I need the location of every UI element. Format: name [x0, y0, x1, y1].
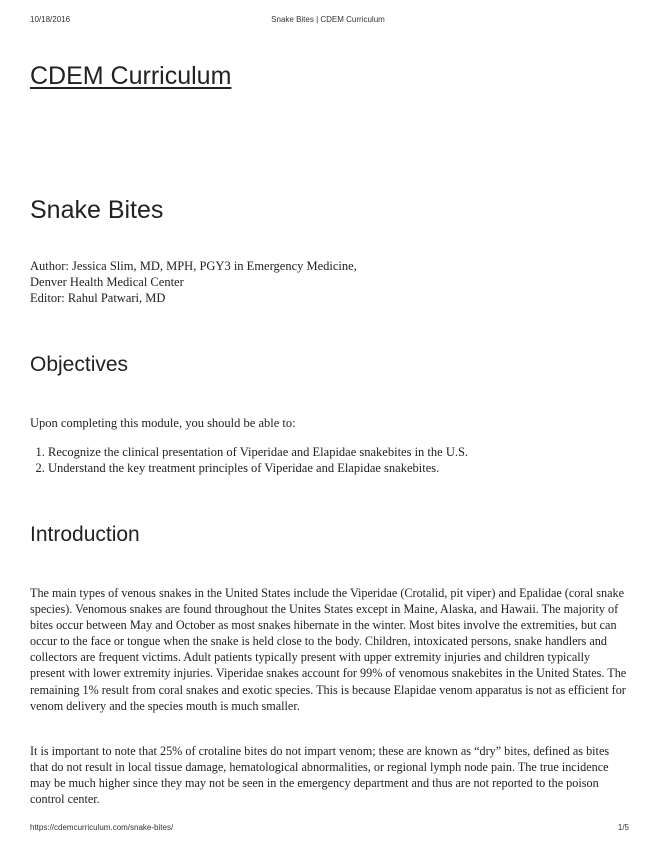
article-title: Snake Bites — [30, 196, 164, 224]
objective-item: 2. Understand the key treatment principles of Viperidae and Elapidae snakebites. — [48, 460, 468, 476]
objectives-heading: Objectives — [30, 353, 129, 376]
print-page-number: 1/5 — [617, 823, 629, 832]
author-affiliation: Denver Health Medical Center — [30, 275, 184, 289]
site-title-link[interactable]: CDEM Curriculum — [30, 62, 232, 90]
introduction-paragraph: The main types of venous snakes in the United States include the Viperidae (Crotalid, pit viper) and Epalidae (coral snake species). Venomous snakes are found throughout the Unites States except in Maine, Alaska, and Hawaii. The majority of bites occur between May and October as most snakes hibernate in the winter. Most bites involve the extremities, but can occur to the face or tongue when the snake is held close to the body. Children, intoxicated persons, snake handlers and collectors are frequent victims. Adult patients typically present with upper extremity injuries and children typically present with lower extremity injuries. Viperidae snakes account for 99% of venomous snakebites in the United States. The remaining 1% result from coral snakes and exotic species. This is because Elapidae venom apparatus is not as efficient for venom delivery and the species mouth is much smaller. — [30, 586, 627, 713]
print-date: 10/18/2016 — [30, 15, 71, 24]
objectives-intro: Upon completing this module, you should be able to: — [30, 416, 296, 430]
objectives-list — [30, 444, 468, 476]
author-block — [30, 258, 357, 306]
print-url: https://cdemcurriculum.com/snake-bites/ — [30, 823, 174, 832]
objective-item: 1. Recognize the clinical presentation of Viperidae and Elapidae snakebites in the U.S. — [48, 444, 468, 460]
print-page-title: Snake Bites | CDEM Curriculum — [271, 15, 385, 24]
introduction-paragraph: It is important to note that 25% of crotaline bites do not impart venom; these are known as “dry” bites, defined as bites that do not result in local tissue damage, hematological abnormalities, or regional lymph node pain. The true incidence may be much higher since they may not be seen in the emergency department and thus are not reported to the poison control center. — [30, 744, 610, 807]
editor-line: Editor: Rahul Patwari, MD — [30, 291, 166, 305]
author-line: Author: Jessica Slim, MD, MPH, PGY3 in Emergency Medicine, — [30, 259, 357, 273]
introduction-heading: Introduction — [30, 523, 140, 546]
